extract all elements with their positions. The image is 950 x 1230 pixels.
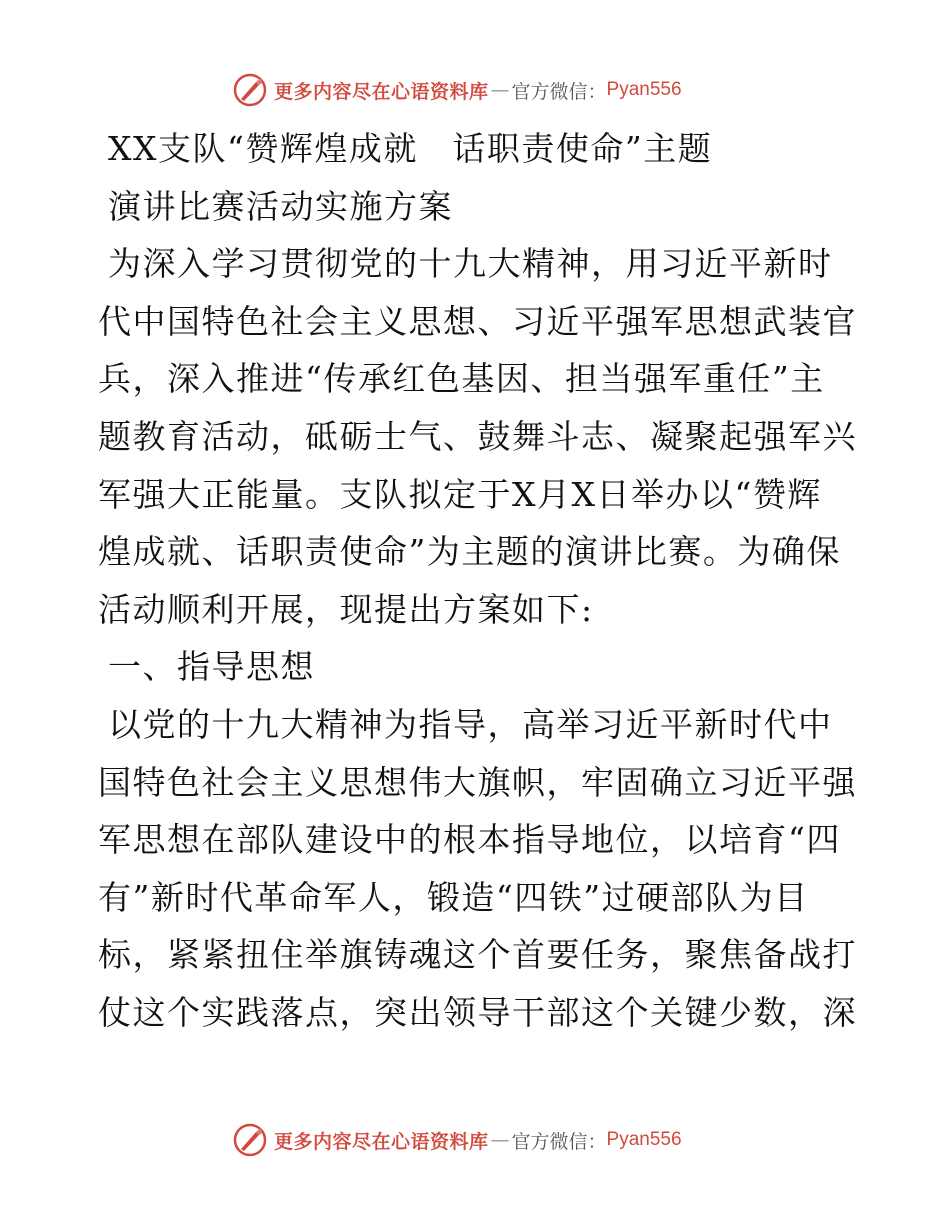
paragraph-line: 为深入学习贯彻党的十九大精神，用习近平新时 [108,244,833,284]
quill-logo-icon [232,1122,268,1158]
watermark-banner-top [232,70,682,110]
paragraph-line: 以党的十九大精神为指导，高举习近平新时代中 [108,704,833,744]
document-title-line-1: XX支队“赞辉煌成就 话职责使命”主题 [108,129,713,168]
watermark-wechat-id: Pyan556 [606,1129,682,1150]
paragraph-line: 有”新时代革命军人，锻造“四铁”过硬部队为目 [98,877,809,917]
watermark-sub-text: 官方微信： [511,80,607,103]
paragraph-line: 煌成就、话职责使命”为主题的演讲比赛。为确保 [98,532,841,572]
watermark-dash: — [490,79,510,101]
paragraph-line: 标，紧紧扭住举旗铸魂这个首要任务，聚焦备战打 [98,935,857,975]
intro-paragraph [98,235,857,638]
watermark-main-text: 更多内容尽在心语资料库 [274,80,489,103]
quill-logo-icon [232,72,268,108]
watermark-dash: — [490,1129,510,1151]
watermark-banner-bottom [232,1120,682,1160]
document-title-line-2: 演讲比赛活动实施方案 [108,186,453,226]
document-body [98,120,857,1042]
watermark-main-text: 更多内容尽在心语资料库 [274,1130,489,1153]
paragraph-line: 军强大正能量。支队拟定于X月X日举办以“赞辉 [98,474,822,514]
paragraph-line: 仗这个实践落点，突出领导干部这个关键少数，深 [98,992,857,1032]
watermark-sub-text: 官方微信： [511,1130,607,1153]
paragraph-line: 题教育活动，砥砺士气、鼓舞斗志、凝聚起强军兴 [98,416,857,456]
paragraph-line: 活动顺利开展，现提出方案如下: [98,589,594,629]
paragraph-line: 兵，深入推进“传承红色基因、担当强军重任”主 [98,359,825,399]
watermark-wechat-id: Pyan556 [606,79,682,100]
section1-paragraph [98,696,857,1042]
paragraph-line: 军思想在部队建设中的根本指导地位，以培育“四 [98,820,841,860]
paragraph-line: 国特色社会主义思想伟大旗帜，牢固确立习近平强 [98,762,857,802]
section-heading-guiding-ideology: 一、指导思想 [108,647,315,687]
paragraph-line: 代中国特色社会主义思想、习近平强军思想武装官 [98,301,857,341]
